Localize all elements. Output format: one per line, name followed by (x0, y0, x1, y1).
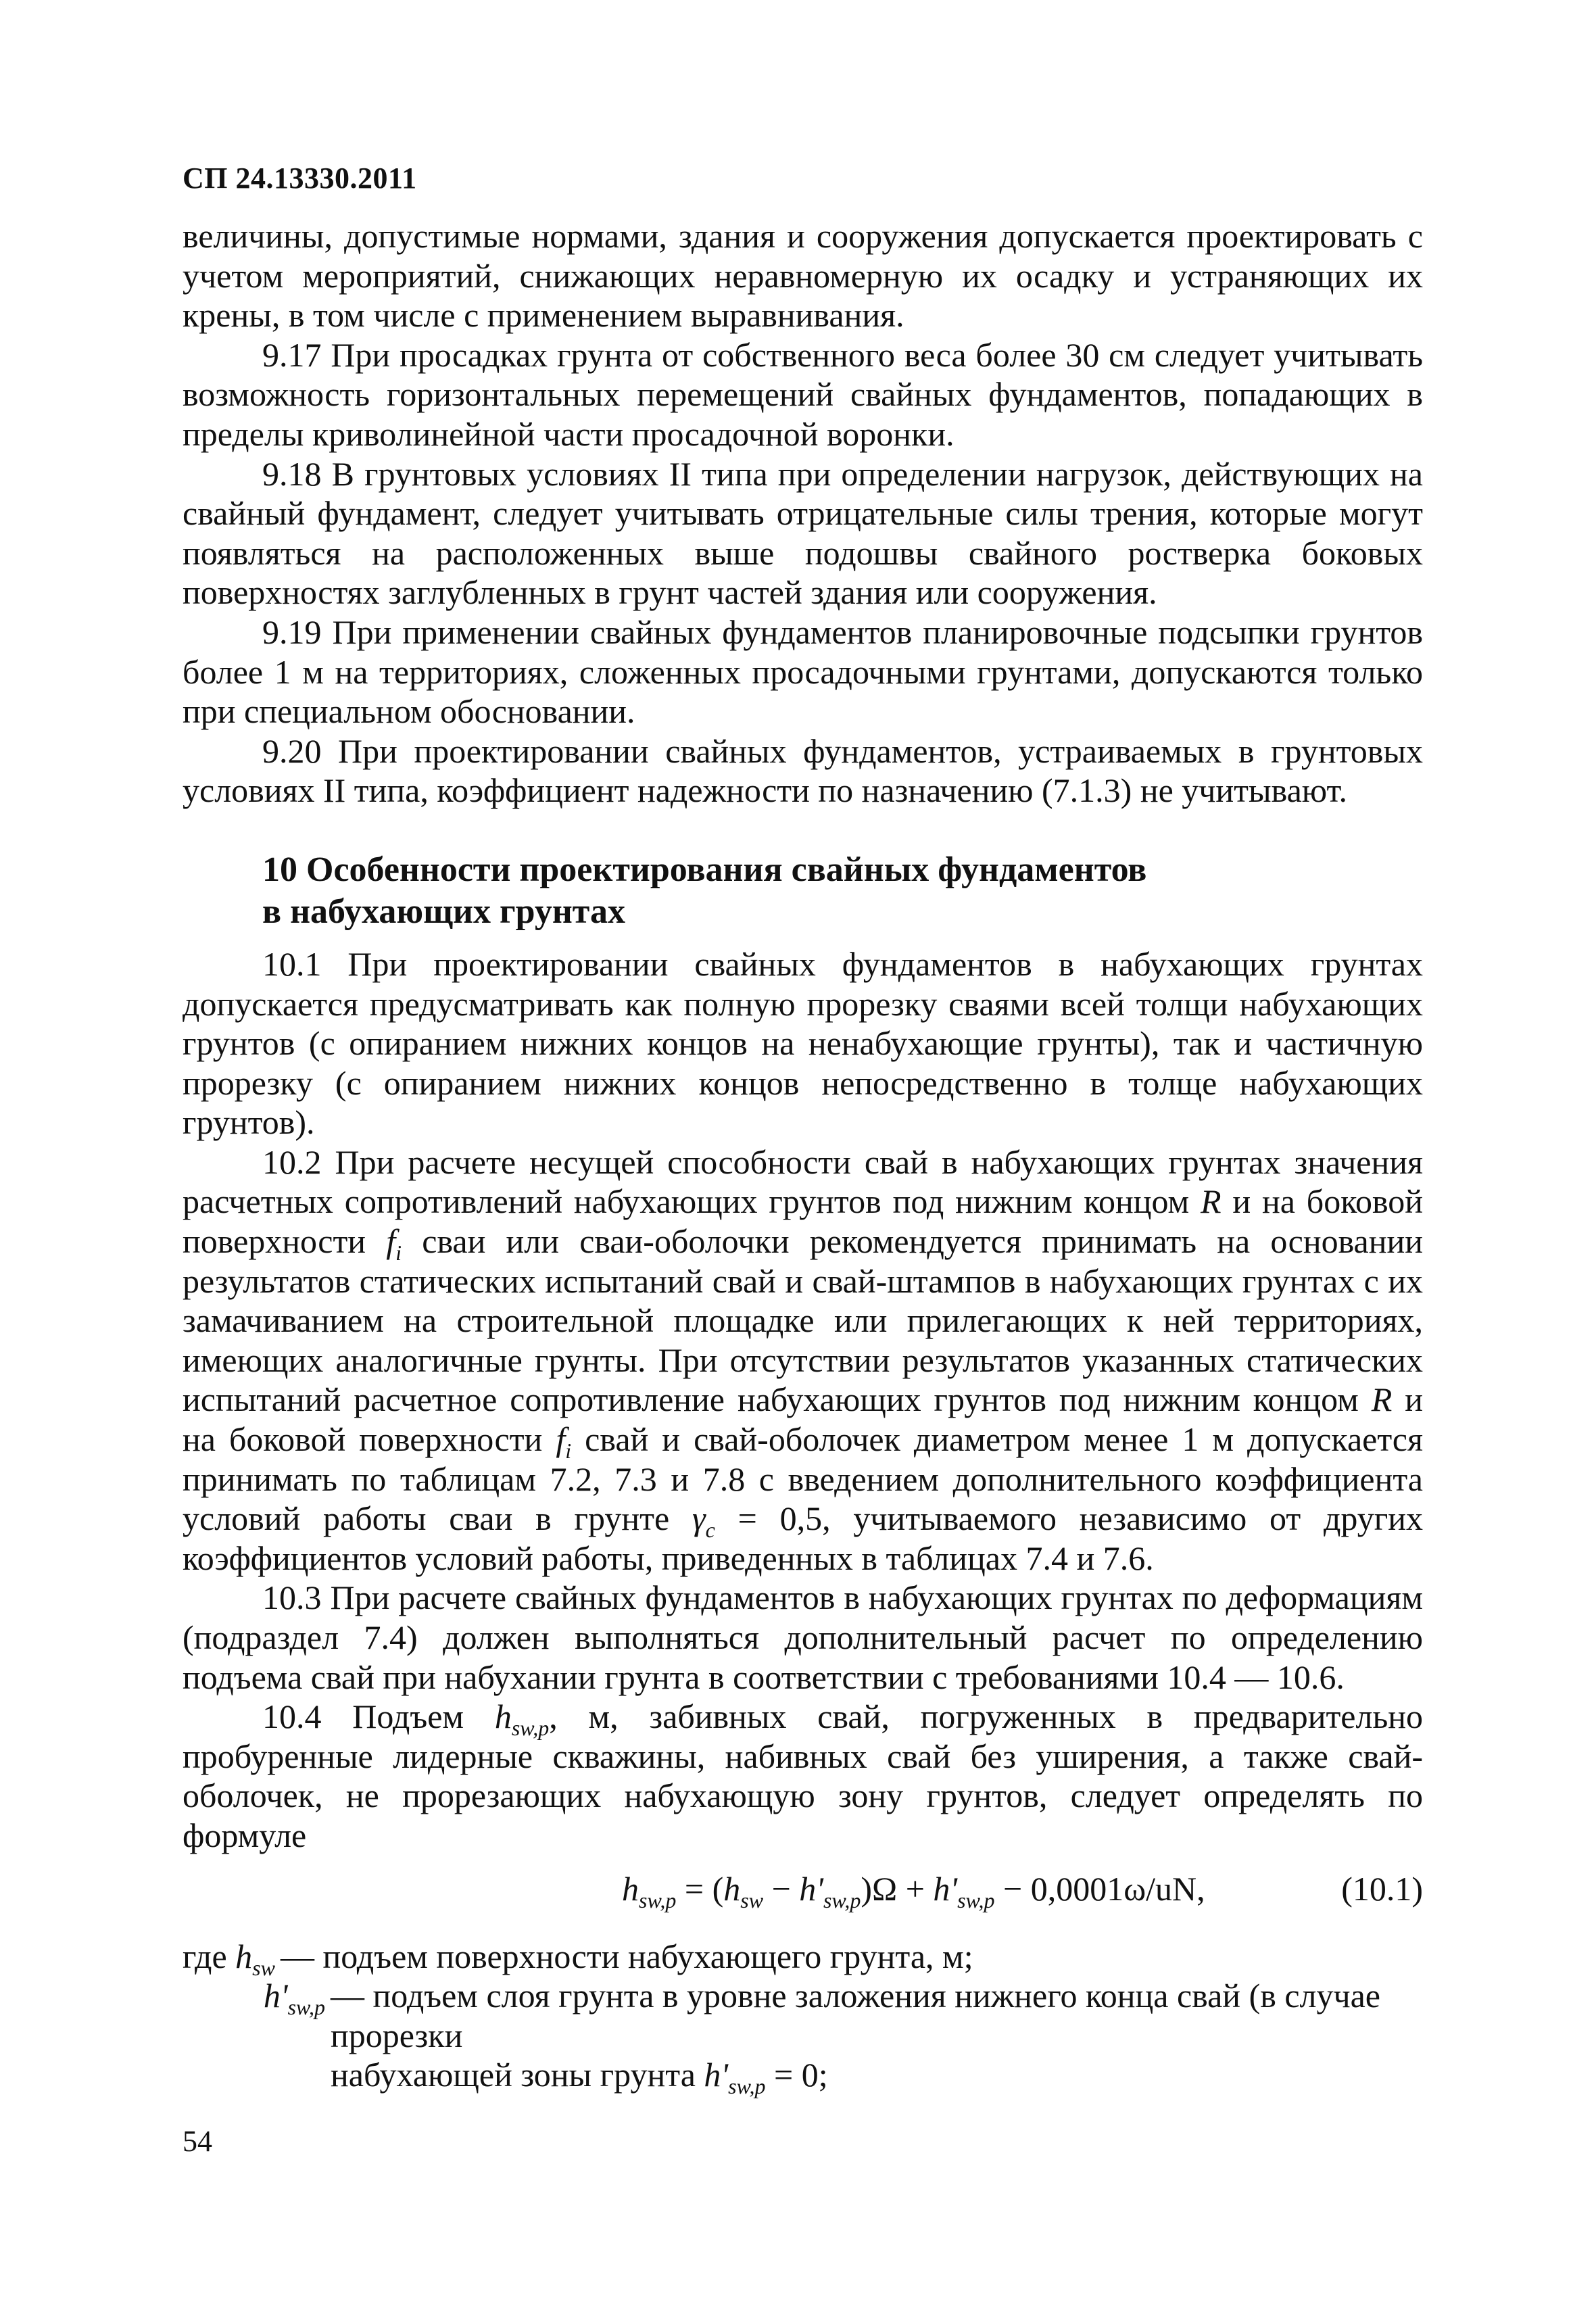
paragraph-10-1: 10.1 При проектировании свайных фундаментов в набухающих грунтах допускается предусматривать как полную прорезку сваями всей толщи набухающих грунтов (с опиранием нижних концов на ненабухающие грунты), так и частичную прорезку (с опиранием нижних концов непосредственно в толще набухающих грунтов). (183, 944, 1423, 1142)
symbol-R: R (1371, 1380, 1393, 1419)
text-run: свай и свай-оболочек диаметром менее 1 м допускается принимать по таблицам 7.2, 7.3 и 7.8 с введением дополнительного коэффициента условий работы сваи в грунте (183, 1420, 1423, 1538)
section-title (183, 849, 1423, 933)
where-desc: набухающей зоны грунта (331, 2056, 704, 2094)
symbol-f: f (386, 1222, 396, 1261)
symbol-h-prime: h' (704, 2056, 729, 2094)
text-run: и на боковой поверхности (183, 1380, 1424, 1459)
paragraph-9-19: 9.19 При применении свайных фундаментов планировочные подсыпки грунтов более 1 м на территориях, сложенных просадочными грунтами, допускаются только при специальном обосновании. (183, 612, 1423, 731)
symbol-R: R (1201, 1182, 1222, 1221)
text-run: 10.2 При расчете несущей способности свай в набухающих грунтах значения расчетных сопротивлений набухающих грунтов под нижним концом (183, 1142, 1423, 1221)
text-run: 10.4 Подъем (262, 1697, 495, 1736)
paragraph-9-20: 9.20 При проектировании свайных фундаментов, устраиваемых в грунтовых условиях II типа, коэффициент надежности по назначению (7.1.3) не учитывают. (183, 731, 1423, 810)
paragraph-10-2 (183, 1142, 1423, 1578)
symbol-h: h (494, 1697, 512, 1736)
f-op: − 0,0001ω/uN, (994, 1869, 1205, 1908)
where-item-hsw (183, 1937, 1423, 1980)
f-h: h' (799, 1869, 823, 1908)
where-item-hswp (183, 1976, 1423, 2055)
f-op: )Ω + (861, 1869, 934, 1908)
subscript-i: i (565, 1439, 572, 1464)
formula-expression (622, 1869, 1205, 1912)
where-desc: = 0; (765, 2056, 828, 2094)
symbol-gamma: γ (692, 1499, 706, 1538)
text-run: = 0,5, учитываемого независимо от других коэффициентов условий работы, приведенных в таблицах 7.4 и 7.6. (183, 1499, 1423, 1577)
subscript-swp: sw,p (287, 1995, 325, 2020)
formula-10-1 (183, 1869, 1423, 1916)
where-item-hswp-continuation (183, 2055, 1423, 2099)
paragraph-10-4 (183, 1697, 1423, 1855)
where-desc: — подъем поверхности набухающего грунта, м; (280, 1937, 973, 1975)
where-symbol (183, 1937, 275, 1980)
f-op: = ( (676, 1869, 724, 1908)
document-code-header: СП 24.13330.2011 (183, 162, 417, 195)
where-desc: — подъем слоя грунта в уровне заложения нижнего конца свай (в случае прорезки (331, 1977, 1381, 2054)
subscript-swp: sw,p (728, 2074, 766, 2099)
f-sub: sw (740, 1887, 764, 1912)
f-h: h (622, 1869, 639, 1908)
subscript-sw: sw (252, 1955, 275, 1980)
subscript-swp: sw,p (511, 1716, 550, 1741)
f-sub: sw,p (957, 1887, 995, 1912)
where-lead: где (183, 1937, 236, 1975)
paragraph-10-3: 10.3 При расчете свайных фундаментов в набухающих грунтах по деформациям (подраздел 7.4) должен выполняться дополнительный расчет по определению подъема свай при набухании грунта в соответствии с требованиями 10.4 — 10.6. (183, 1578, 1423, 1696)
paragraph-intro: величины, допустимые нормами, здания и сооружения допускается проектировать с учетом мероприятий, снижающих неравномерную их осадку и устраняющих их крены, в том числе с применением выравнивания. (183, 217, 1423, 335)
section-title-line2: в набухающих грунтах (262, 892, 625, 931)
text-run: и на боковой поверхности (183, 1182, 1423, 1261)
symbol-f: f (556, 1420, 566, 1459)
where-symbol (183, 1976, 325, 2055)
text-run: сваи или сваи-оболочки рекомендуется принимать на основании результатов статических испытаний свай и свай-штампов в набухающих грунтах с их замачиванием на строительной площадке или прилегающих к ней территориях, имеющих аналогичные грунты. При отсутствии результатов указанных статических испытаний расчетное сопротивление набухающих грунтов под нижним концом (183, 1222, 1423, 1419)
subscript-i: i (395, 1240, 402, 1265)
symbol-h: h (235, 1937, 253, 1975)
page-number: 54 (183, 2125, 212, 2158)
f-op: − (763, 1869, 800, 1908)
section-title-line1: 10 Особенности проектирования свайных фундаментов (262, 850, 1147, 889)
f-sub: sw,p (823, 1887, 861, 1912)
page-body (183, 216, 1424, 2099)
text-run: , м, забивных свай, погруженных в предварительно пробуренные лидерные скважины, набивных свай без уширения, а также свай-оболочек, не прорезающих набухающую зону грунтов, следует определять по формуле (183, 1697, 1424, 1854)
formula-number: (10.1) (1341, 1869, 1423, 1908)
subscript-c: c (705, 1518, 715, 1543)
f-sub: sw,p (639, 1887, 677, 1912)
f-h: h (723, 1869, 741, 1908)
f-h: h' (933, 1869, 958, 1908)
paragraph-9-17: 9.17 При просадках грунта от собственного веса более 30 см следует учитывать возможность горизонтальных перемещений свайных фундаментов, попадающих в пределы криволинейной части просадочной воронки. (183, 335, 1423, 453)
symbol-h-prime: h' (263, 1977, 288, 2015)
paragraph-9-18: 9.18 В грунтовых условиях II типа при определении нагрузок, действующих на свайный фундамент, следует учитывать отрицательные силы трения, которые могут появляться на расположенных выше подошвы свайного ростверка боковых поверхностях заглубленных в грунт частей здания или сооружения. (183, 454, 1423, 612)
